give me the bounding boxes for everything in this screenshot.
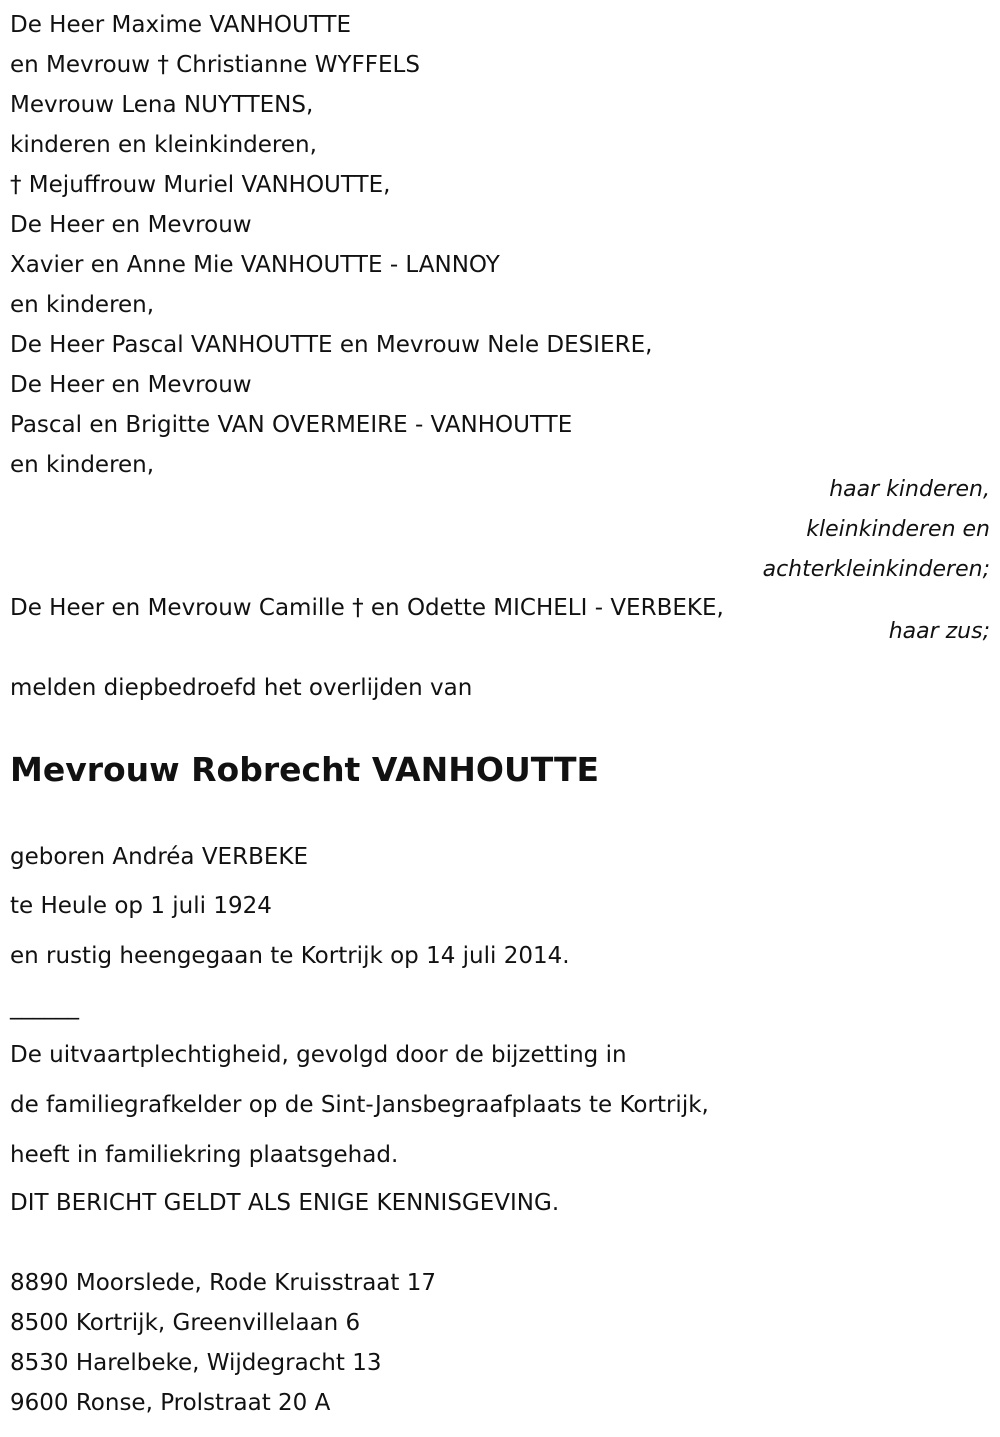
- funeral-line: heeft in familiekring plaatsgehad.: [10, 1142, 399, 1168]
- deceased-name: Mevrouw Robrecht VANHOUTTE: [10, 750, 600, 789]
- family-line: De Heer Pascal VANHOUTTE en Mevrouw Nele DESIERE,: [10, 332, 653, 358]
- family-line: en Mevrouw † Christianne WYFFELS: [10, 52, 420, 78]
- notice-line: DIT BERICHT GELDT ALS ENIGE KENNISGEVING.: [10, 1190, 560, 1216]
- funeral-line: de familiegrafkelder op de Sint-Jansbegraafplaats te Kortrijk,: [10, 1092, 709, 1118]
- detail-line: en rustig heengegaan te Kortrijk op 14 juli 2014.: [10, 943, 570, 969]
- family-line: † Mejuffrouw Muriel VANHOUTTE,: [10, 172, 391, 198]
- address-line: 8890 Moorslede, Rode Kruisstraat 17: [10, 1270, 436, 1296]
- family-line: kinderen en kleinkinderen,: [10, 132, 317, 158]
- family-line: en kinderen,: [10, 452, 155, 478]
- address-line: 9600 Ronse, Prolstraat 20 A: [10, 1390, 331, 1416]
- family-line: De Heer en Mevrouw: [10, 372, 252, 398]
- announcement: melden diepbedroefd het overlijden van: [10, 675, 473, 701]
- sibling-line: De Heer en Mevrouw Camille † en Odette MICHELI - VERBEKE,: [10, 595, 724, 621]
- relation-label: kleinkinderen en: [806, 517, 990, 542]
- relation-label: achterkleinkinderen;: [762, 557, 990, 582]
- funeral-line: De uitvaartplechtigheid, gevolgd door de bijzetting in: [10, 1042, 627, 1068]
- detail-line: te Heule op 1 juli 1924: [10, 893, 272, 919]
- relation-label: haar kinderen,: [829, 477, 990, 502]
- family-line: De Heer Maxime VANHOUTTE: [10, 12, 352, 38]
- family-line: Mevrouw Lena NUYTTENS,: [10, 92, 314, 118]
- relation-label: haar zus;: [888, 619, 990, 644]
- address-line: 8500 Kortrijk, Greenvillelaan 6: [10, 1310, 361, 1336]
- address-line: 8530 Harelbeke, Wijdegracht 13: [10, 1350, 382, 1376]
- family-line: Pascal en Brigitte VAN OVERMEIRE - VANHOUTTE: [10, 412, 573, 438]
- family-line: Xavier en Anne Mie VANHOUTTE - LANNOY: [10, 252, 500, 278]
- family-line: en kinderen,: [10, 292, 155, 318]
- separator: ______: [10, 994, 79, 1020]
- detail-line: geboren Andréa VERBEKE: [10, 844, 309, 870]
- family-line: De Heer en Mevrouw: [10, 212, 252, 238]
